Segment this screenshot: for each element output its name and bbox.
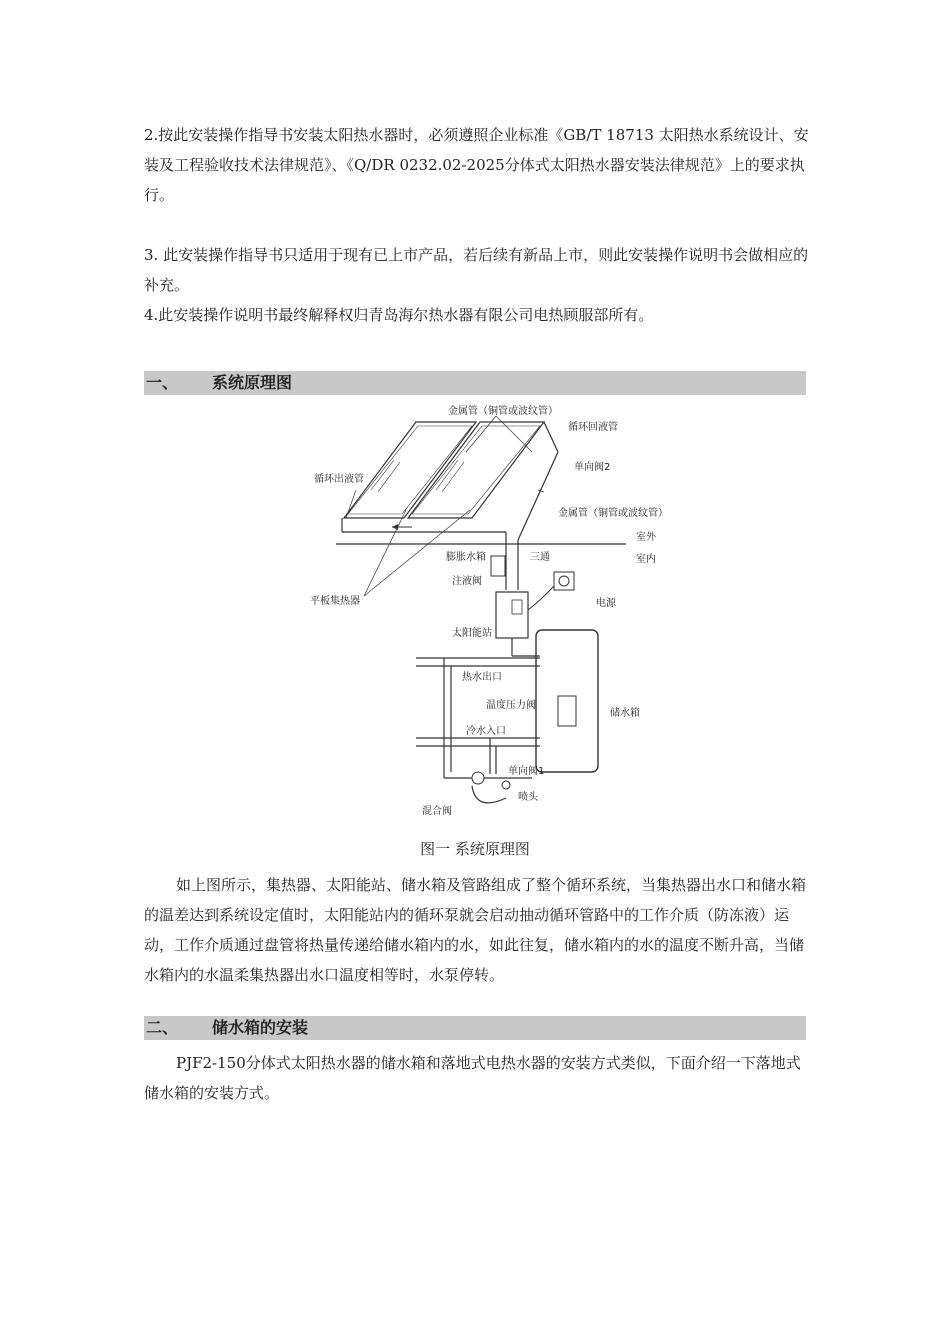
solar-station <box>496 592 528 638</box>
label-check-valve-2: 单向阀2 <box>574 462 611 473</box>
figure-caption: 图一 系统原理图 <box>420 840 530 858</box>
mixing-valve <box>472 772 484 784</box>
label-expansion-tank: 膨胀水箱 <box>446 552 486 563</box>
label-outdoor: 室外 <box>636 532 656 543</box>
expansion-tank <box>491 556 505 576</box>
label-check-valve-1: 单向阀1 <box>508 766 545 777</box>
section-number: 一、 <box>146 373 179 392</box>
section-title: 储水箱的安装 <box>212 1018 309 1037</box>
intro-paragraph-3: 3. 此安装操作指导书只适用于现有已上市产品，若后续有新品上市，则此安装操作说明书会做相应的补充。 <box>144 246 809 294</box>
section-heading-2 <box>144 1016 806 1040</box>
label-shower-head: 喷头 <box>518 792 538 803</box>
shower-head <box>502 781 510 789</box>
section-title: 系统原理图 <box>212 373 293 392</box>
label-tee: 三通 <box>530 552 550 563</box>
body-paragraph-1: 如上图所示，集热器、太阳能站、储水箱及管路组成了整个循环系统，当集热器出水口和储水箱的温差达到系统设定值时，太阳能站内的循环泵就会启动抽动循环管路中的工作介质（防冻液）运动，工作介质通过盘管将热量传递给储水箱内的水，如此往复，储水箱内的水的温度不断升高，当储水箱内的水温柔集热器出水口温度相等时，水泵停转。 <box>144 876 807 984</box>
label-flat-collector: 平板集热器 <box>310 596 360 607</box>
label-mixing-valve: 混合阀 <box>422 806 452 817</box>
system-schematic-diagram <box>296 400 686 820</box>
intro-paragraph-2: 2.按此安装操作指导书安装太阳热水器时，必须遵照企业标准《GB/T 18713 太阳热水系统设计、安装及工程验收技术法律规范》、《Q/DR 0232.02-2025分体式太阳热水器安装法律规范》上的要求执行。 <box>144 126 809 204</box>
label-outlet-pipe: 循环出液管 <box>314 474 364 485</box>
storage-tank <box>536 630 598 772</box>
label-power: 电源 <box>596 598 616 609</box>
label-metal-pipe-top: 金属管（铜管或波纹管） <box>448 406 558 417</box>
label-storage-tank: 储水箱 <box>610 708 640 719</box>
section-heading-1 <box>144 371 806 395</box>
label-solar-station: 太阳能站 <box>452 628 492 639</box>
power-socket <box>554 572 574 590</box>
label-cold-inlet: 冷水入口 <box>466 726 506 737</box>
flat-collector-panels <box>342 422 558 540</box>
label-hot-outlet: 热水出口 <box>462 672 502 683</box>
section-number: 二、 <box>146 1018 179 1037</box>
label-temp-pressure-valve: 温度压力阀 <box>486 700 536 711</box>
label-metal-pipe-mid: 金属管（铜管或波纹管） <box>558 508 668 519</box>
body-paragraph-2: PJF2-150分体式太阳热水器的储水箱和落地式电热水器的安装方式类似，下面介绍一下落地式储水箱的安装方式。 <box>144 1054 801 1102</box>
intro-paragraph-4: 4.此安装操作说明书最终解释权归青岛海尔热水器有限公司电热顾服部所有。 <box>144 306 654 324</box>
label-fill-valve: 注液阀 <box>452 576 482 587</box>
label-indoor: 室内 <box>636 554 656 565</box>
label-return-pipe: 循环回液管 <box>568 422 618 433</box>
